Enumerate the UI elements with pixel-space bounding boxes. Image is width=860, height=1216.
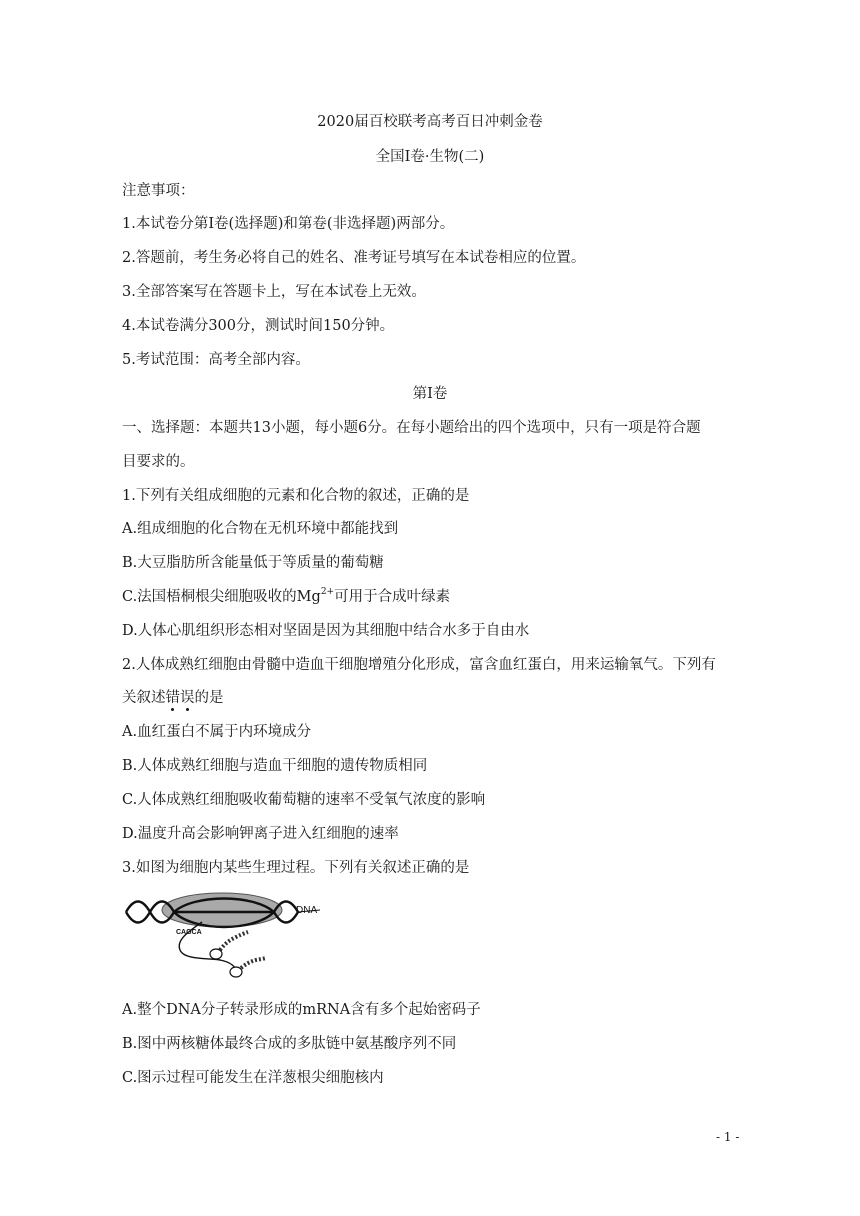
q2-option-d: D.温度升高会影响钾离子进入红细胞的速率 (122, 826, 399, 842)
question-2-stem: 2.人体成熟红细胞由骨髓中造血干细胞增殖分化形成，富含血红蛋白，用来运输氧气。下列有 (122, 657, 716, 673)
q3-option-a: A.整个DNA分子转录形成的mRNA含有多个起始密码子 (122, 1002, 481, 1018)
q2-stem-pre: 关叙述 (122, 690, 166, 706)
q1-option-c (122, 587, 450, 607)
note-item: 2.答题前，考生务必将自己的姓名、准考证号填写在本试卷相应的位置。 (122, 250, 586, 266)
q2-option-c: C.人体成熟红细胞吸收葡萄糖的速率不受氧气浓度的影响 (122, 792, 486, 808)
q1-option-d: D.人体心肌组织形态相对坚固是因为其细胞中结合水多于自由水 (122, 623, 530, 639)
q2-emphasis-char: 错 (165, 690, 180, 706)
q2-option-a: A.血红蛋白不属于内环境成分 (122, 724, 312, 740)
notes-heading: 注意事项： (122, 183, 195, 199)
q2-emphasis-char: 误 (180, 690, 195, 706)
note-item: 4.本试卷满分300分，测试时间150分钟。 (122, 318, 395, 334)
exam-title: 2020届百校联考高考百日冲刺金卷 (317, 114, 543, 130)
q1-c-superscript: 2+ (320, 587, 335, 598)
q1-c-post: 可用于合成叶绿素 (334, 589, 451, 605)
note-item: 3.全部答案写在答题卡上，写在本试卷上无效。 (122, 284, 426, 300)
question-1-stem: 1.下列有关组成细胞的元素和化合物的叙述，正确的是 (122, 488, 470, 504)
exam-subtitle: 全国I卷·生物(二) (375, 149, 485, 165)
dna-label: DNA (296, 905, 318, 916)
q3-option-c: C.图示过程可能发生在洋葱根尖细胞核内 (122, 1070, 384, 1086)
transcription-translation-figure (124, 888, 338, 990)
section-intro-cont: 目要求的。 (122, 454, 195, 470)
mrna-sequence-label: CAGCA (176, 929, 202, 936)
note-item: 1.本试卷分第I卷(选择题)和第卷(非选择题)两部分。 (122, 216, 455, 232)
q3-option-b: B.图中两核糖体最终合成的多肽链中氨基酸序列不同 (122, 1036, 457, 1052)
polypeptide-2 (241, 958, 266, 968)
note-item: 5.考试范围：高考全部内容。 (122, 352, 310, 368)
question-2-stem-cont (122, 688, 224, 708)
ribosome-1 (210, 949, 222, 959)
ribosome-2 (230, 967, 242, 977)
q2-stem-post: 的是 (194, 690, 224, 706)
question-3-stem: 3.如图为细胞内某些生理过程。下列有关叙述正确的是 (122, 860, 470, 876)
section-intro: 一、选择题：本题共13小题，每小题6分。在每小题给出的四个选项中，只有一项是符合题 (122, 420, 701, 436)
page-number: - 1 - (716, 1130, 740, 1144)
q2-option-b: B.人体成熟红细胞与造血干细胞的遗传物质相同 (122, 758, 428, 774)
q1-c-pre: C.法国梧桐根尖细胞吸收的Mg (122, 589, 321, 605)
q1-option-b: B.大豆脂肪所含能量低于等质量的葡萄糖 (122, 555, 384, 571)
q1-option-a: A.组成细胞的化合物在无机环境中都能找到 (122, 521, 399, 537)
section-title: 第I卷 (412, 386, 448, 402)
polypeptide-1 (220, 932, 248, 950)
